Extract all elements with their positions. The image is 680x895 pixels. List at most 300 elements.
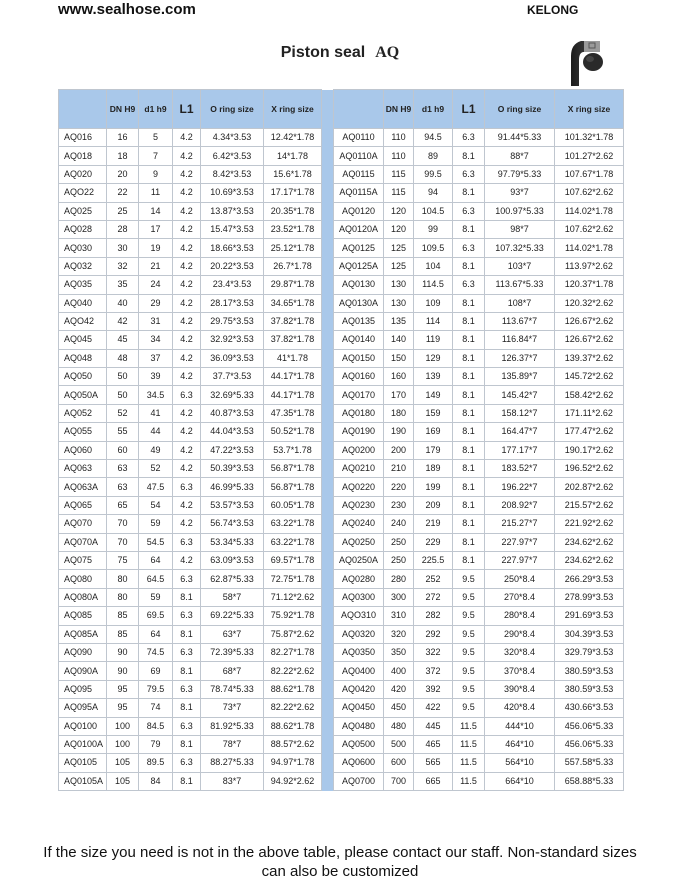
left-model-code: AQ035 — [59, 276, 107, 294]
right-l1-value: 6.3 — [453, 202, 485, 220]
left-o-ring-size: 47.22*3.53 — [201, 441, 264, 459]
right-l1-value: 9.5 — [453, 662, 485, 680]
table-row — [59, 331, 624, 349]
column-divider — [322, 294, 334, 312]
left-d1-value: 47.5 — [139, 478, 173, 496]
left-l1-value: 4.2 — [173, 404, 201, 422]
left-d1-value: 52 — [139, 460, 173, 478]
left-x-ring-size: 88.62*1.78 — [264, 717, 322, 735]
left-model-code: AQ063 — [59, 460, 107, 478]
left-l1-value: 4.2 — [173, 349, 201, 367]
left-dn-value: 42 — [107, 312, 139, 330]
left-l1-value: 6.3 — [173, 570, 201, 588]
right-x-ring-size: 234.62*2.62 — [555, 551, 624, 569]
left-o-ring-size: 32.69*5.33 — [201, 386, 264, 404]
right-o-ring-size: 196.22*7 — [485, 478, 555, 496]
right-model-code: AQ0125A — [334, 257, 384, 275]
right-o-ring-size: 100.97*5.33 — [485, 202, 555, 220]
column-divider — [322, 533, 334, 551]
table-row — [59, 699, 624, 717]
right-o-ring-size: 116.84*7 — [485, 331, 555, 349]
right-dn-value: 190 — [384, 423, 414, 441]
right-dn-value: 110 — [384, 129, 414, 147]
left-dn-value: 100 — [107, 717, 139, 735]
left-o-ring-size: 68*7 — [201, 662, 264, 680]
column-divider — [322, 551, 334, 569]
left-o-ring-size: 44.04*3.53 — [201, 423, 264, 441]
left-x-ring-size: 37.82*1.78 — [264, 312, 322, 330]
left-model-code: AQ063A — [59, 478, 107, 496]
column-divider — [322, 625, 334, 643]
right-l1-value: 8.1 — [453, 441, 485, 459]
left-x-ring-size: 50.52*1.78 — [264, 423, 322, 441]
right-model-code: AQ0300 — [334, 588, 384, 606]
right-model-code: AQ0125 — [334, 239, 384, 257]
left-x-ring-size: 63.22*1.78 — [264, 515, 322, 533]
left-d1-value: 79.5 — [139, 680, 173, 698]
left-d1-value: 24 — [139, 276, 173, 294]
left-model-code: AQ0105 — [59, 754, 107, 772]
right-model-code: AQ0350 — [334, 643, 384, 661]
right-model-code: AQ0180 — [334, 404, 384, 422]
table-row — [59, 735, 624, 753]
left-dn-value: 65 — [107, 496, 139, 514]
left-x-ring-size: 26.7*1.78 — [264, 257, 322, 275]
right-x-ring-size: 101.32*1.78 — [555, 129, 624, 147]
column-divider — [322, 607, 334, 625]
right-dn-value: 120 — [384, 202, 414, 220]
left-dn-value: 95 — [107, 699, 139, 717]
right-model-code: AQ0135 — [334, 312, 384, 330]
right-d1-value: 119 — [414, 331, 453, 349]
right-l1-value: 6.3 — [453, 276, 485, 294]
right-o-ring-size: 93*7 — [485, 184, 555, 202]
left-model-code: AQ020 — [59, 165, 107, 183]
right-x-ring-size: 278.99*3.53 — [555, 588, 624, 606]
right-dn-value: 170 — [384, 386, 414, 404]
right-model-code: AQ0480 — [334, 717, 384, 735]
table-row — [59, 404, 624, 422]
right-dn-value: 600 — [384, 754, 414, 772]
left-x-ring-size: 94.92*2.62 — [264, 772, 322, 790]
left-o-ring-size: 56.74*3.53 — [201, 515, 264, 533]
left-d1-value: 74 — [139, 699, 173, 717]
left-l1-value: 6.3 — [173, 680, 201, 698]
right-d1-value: 665 — [414, 772, 453, 790]
right-d1-value: 129 — [414, 349, 453, 367]
left-o-ring-size: 29.75*3.53 — [201, 312, 264, 330]
left-o-ring-size: 63.09*3.53 — [201, 551, 264, 569]
left-dn-value: 105 — [107, 772, 139, 790]
left-model-code: AQ048 — [59, 349, 107, 367]
right-dn-value: 310 — [384, 607, 414, 625]
left-model-code: AQ080A — [59, 588, 107, 606]
left-x-ring-size: 71.12*2.62 — [264, 588, 322, 606]
left-l1-value: 8.1 — [173, 625, 201, 643]
column-divider — [322, 662, 334, 680]
right-model-code: AQ0210 — [334, 460, 384, 478]
right-dn-value: 320 — [384, 625, 414, 643]
left-d1-value: 59 — [139, 588, 173, 606]
left-o-ring-size: 32.92*3.53 — [201, 331, 264, 349]
right-l1-value: 8.1 — [453, 386, 485, 404]
right-o-ring-size: 145.42*7 — [485, 386, 555, 404]
right-d1-value: 272 — [414, 588, 453, 606]
right-d1-value: 149 — [414, 386, 453, 404]
right-model-code: AQ0280 — [334, 570, 384, 588]
left-l1-value: 4.2 — [173, 202, 201, 220]
right-dn-value: 150 — [384, 349, 414, 367]
right-l1-value: 6.3 — [453, 165, 485, 183]
right-dn-value: 180 — [384, 404, 414, 422]
left-dn-value: 32 — [107, 257, 139, 275]
right-dn-value: 700 — [384, 772, 414, 790]
left-d1-value: 89.5 — [139, 754, 173, 772]
table-row — [59, 680, 624, 698]
left-model-code: AQ040 — [59, 294, 107, 312]
left-d1-value: 64 — [139, 625, 173, 643]
right-x-ring-size: 430.66*3.53 — [555, 699, 624, 717]
right-l1-value: 8.1 — [453, 423, 485, 441]
right-x-ring-size: 113.97*2.62 — [555, 257, 624, 275]
right-model-code: AQ0200 — [334, 441, 384, 459]
right-l1-value: 8.1 — [453, 257, 485, 275]
right-model-code: AQ0150 — [334, 349, 384, 367]
right-dn-value: 500 — [384, 735, 414, 753]
right-l1-value: 8.1 — [453, 404, 485, 422]
right-d1-value: 219 — [414, 515, 453, 533]
column-divider — [322, 184, 334, 202]
right-l1-value: 9.5 — [453, 699, 485, 717]
right-x-ring-size: 114.02*1.78 — [555, 202, 624, 220]
left-x-ring-size: 17.17*1.78 — [264, 184, 322, 202]
left-o-ring-size: 53.34*5.33 — [201, 533, 264, 551]
right-x-ring-size: 196.52*2.62 — [555, 460, 624, 478]
left-d1-value: 44 — [139, 423, 173, 441]
left-model-code: AQO42 — [59, 312, 107, 330]
title-text: Piston seal — [280, 44, 366, 61]
left-d1-value: 49 — [139, 441, 173, 459]
seal-profile-icon — [565, 38, 611, 88]
left-x-ring-size: 82.27*1.78 — [264, 643, 322, 661]
column-divider — [322, 423, 334, 441]
left-l1-value: 8.1 — [173, 735, 201, 753]
left-l1-value: 6.3 — [173, 754, 201, 772]
table-row — [59, 294, 624, 312]
left-x-ring-size: 88.57*2.62 — [264, 735, 322, 753]
left-x-ring-size: 69.57*1.78 — [264, 551, 322, 569]
column-divider — [322, 570, 334, 588]
right-x-ring-size: 126.67*2.62 — [555, 331, 624, 349]
left-dn-value: 16 — [107, 129, 139, 147]
right-dn-value: 480 — [384, 717, 414, 735]
left-l1-value: 4.2 — [173, 184, 201, 202]
table-row — [59, 184, 624, 202]
right-o-ring-size: 103*7 — [485, 257, 555, 275]
column-divider — [322, 349, 334, 367]
left-dn-value: 85 — [107, 607, 139, 625]
left-model-code: AQ016 — [59, 129, 107, 147]
column-divider — [322, 220, 334, 238]
left-o-ring-size: 13.87*3.53 — [201, 202, 264, 220]
table-row — [59, 515, 624, 533]
right-d1-value: 94 — [414, 184, 453, 202]
right-x-ring-size: 158.42*2.62 — [555, 386, 624, 404]
right-l1-value: 11.5 — [453, 754, 485, 772]
left-x-ring-size: 47.35*1.78 — [264, 404, 322, 422]
right-d1-value: 372 — [414, 662, 453, 680]
right-model-code: AQO310 — [334, 607, 384, 625]
left-o-ring-size: 78*7 — [201, 735, 264, 753]
right-d1-value: 465 — [414, 735, 453, 753]
right-o-ring-size: 135.89*7 — [485, 368, 555, 386]
table-row — [59, 220, 624, 238]
right-model-code: AQ0250 — [334, 533, 384, 551]
right-x-ring-size: 126.67*2.62 — [555, 312, 624, 330]
left-l1-value: 4.2 — [173, 368, 201, 386]
right-x-ring-size: 658.88*5.33 — [555, 772, 624, 790]
left-d1-value: 11 — [139, 184, 173, 202]
right-o-ring-size: 126.37*7 — [485, 349, 555, 367]
table-row — [59, 496, 624, 514]
left-d1-value: 31 — [139, 312, 173, 330]
table-row — [59, 717, 624, 735]
right-o-ring-size: 215.27*7 — [485, 515, 555, 533]
right-o-ring-size: 420*8.4 — [485, 699, 555, 717]
left-d1-value: 7 — [139, 147, 173, 165]
right-x-ring-size: 107.62*2.62 — [555, 184, 624, 202]
table-row — [59, 478, 624, 496]
table-row — [59, 165, 624, 183]
left-d1-value: 5 — [139, 129, 173, 147]
left-model-code: AQ032 — [59, 257, 107, 275]
right-o-ring-size: 97.79*5.33 — [485, 165, 555, 183]
left-d1-value: 9 — [139, 165, 173, 183]
left-d1-value: 21 — [139, 257, 173, 275]
left-x-ring-size: 56.87*1.78 — [264, 478, 322, 496]
left-model-code: AQ052 — [59, 404, 107, 422]
left-l1-value: 6.3 — [173, 643, 201, 661]
header-o-ring: O ring size — [201, 90, 264, 129]
left-l1-value: 8.1 — [173, 662, 201, 680]
right-dn-value: 115 — [384, 165, 414, 183]
right-model-code: AQ0700 — [334, 772, 384, 790]
left-model-code: AQ075 — [59, 551, 107, 569]
table-row — [59, 423, 624, 441]
left-dn-value: 50 — [107, 368, 139, 386]
left-l1-value: 4.2 — [173, 276, 201, 294]
left-l1-value: 4.2 — [173, 423, 201, 441]
right-d1-value: 252 — [414, 570, 453, 588]
left-dn-value: 80 — [107, 570, 139, 588]
right-o-ring-size: 664*10 — [485, 772, 555, 790]
right-dn-value: 140 — [384, 331, 414, 349]
left-l1-value: 4.2 — [173, 441, 201, 459]
column-divider — [322, 717, 334, 735]
right-model-code: AQ0130 — [334, 276, 384, 294]
table-row — [59, 368, 624, 386]
left-d1-value: 84.5 — [139, 717, 173, 735]
left-o-ring-size: 10.69*3.53 — [201, 184, 264, 202]
column-divider — [322, 643, 334, 661]
header-dn: DN H9 — [107, 90, 139, 129]
right-dn-value: 250 — [384, 533, 414, 551]
left-dn-value: 30 — [107, 239, 139, 257]
right-o-ring-size: 88*7 — [485, 147, 555, 165]
right-dn-value: 110 — [384, 147, 414, 165]
right-l1-value: 11.5 — [453, 735, 485, 753]
right-dn-value: 230 — [384, 496, 414, 514]
left-o-ring-size: 58*7 — [201, 588, 264, 606]
right-x-ring-size: 221.92*2.62 — [555, 515, 624, 533]
series-code: AQ — [375, 44, 400, 61]
table-row — [59, 460, 624, 478]
right-dn-value: 135 — [384, 312, 414, 330]
right-o-ring-size: 158.12*7 — [485, 404, 555, 422]
left-d1-value: 17 — [139, 220, 173, 238]
left-o-ring-size: 4.34*3.53 — [201, 129, 264, 147]
column-divider — [322, 404, 334, 422]
left-dn-value: 20 — [107, 165, 139, 183]
left-x-ring-size: 14*1.78 — [264, 147, 322, 165]
right-model-code: AQ0140 — [334, 331, 384, 349]
piston-seal-size-table — [58, 89, 624, 791]
table-row — [59, 129, 624, 147]
right-model-code: AQ0500 — [334, 735, 384, 753]
column-divider — [322, 496, 334, 514]
right-d1-value: 292 — [414, 625, 453, 643]
table-row — [59, 754, 624, 772]
right-x-ring-size: 456.06*5.33 — [555, 735, 624, 753]
left-x-ring-size: 25.12*1.78 — [264, 239, 322, 257]
right-o-ring-size: 98*7 — [485, 220, 555, 238]
right-x-ring-size: 107.67*1.78 — [555, 165, 624, 183]
left-o-ring-size: 63*7 — [201, 625, 264, 643]
left-x-ring-size: 88.62*1.78 — [264, 680, 322, 698]
right-x-ring-size: 291.69*3.53 — [555, 607, 624, 625]
column-divider — [322, 441, 334, 459]
left-model-code: AQ095A — [59, 699, 107, 717]
column-divider — [322, 147, 334, 165]
brand-name: KELONG — [527, 3, 579, 17]
column-divider — [322, 129, 334, 147]
left-o-ring-size: 20.22*3.53 — [201, 257, 264, 275]
right-dn-value: 400 — [384, 662, 414, 680]
left-x-ring-size: 75.87*2.62 — [264, 625, 322, 643]
table-row — [59, 607, 624, 625]
left-x-ring-size: 60.05*1.78 — [264, 496, 322, 514]
right-o-ring-size: 177.17*7 — [485, 441, 555, 459]
left-d1-value: 54 — [139, 496, 173, 514]
left-x-ring-size: 53.7*1.78 — [264, 441, 322, 459]
left-d1-value: 14 — [139, 202, 173, 220]
right-o-ring-size: 564*10 — [485, 754, 555, 772]
left-o-ring-size: 8.42*3.53 — [201, 165, 264, 183]
right-model-code: AQ0240 — [334, 515, 384, 533]
left-l1-value: 4.2 — [173, 129, 201, 147]
right-l1-value: 9.5 — [453, 570, 485, 588]
left-x-ring-size: 82.22*2.62 — [264, 662, 322, 680]
left-d1-value: 29 — [139, 294, 173, 312]
left-d1-value: 84 — [139, 772, 173, 790]
column-divider — [322, 239, 334, 257]
left-dn-value: 90 — [107, 643, 139, 661]
right-l1-value: 8.1 — [453, 515, 485, 533]
left-o-ring-size: 78.74*5.33 — [201, 680, 264, 698]
right-x-ring-size: 177.47*2.62 — [555, 423, 624, 441]
left-o-ring-size: 36.09*3.53 — [201, 349, 264, 367]
column-divider — [322, 165, 334, 183]
right-model-code: AQ0400 — [334, 662, 384, 680]
left-l1-value: 6.3 — [173, 607, 201, 625]
right-l1-value: 9.5 — [453, 680, 485, 698]
right-model-code: AQ0190 — [334, 423, 384, 441]
right-x-ring-size: 107.62*2.62 — [555, 220, 624, 238]
left-dn-value: 48 — [107, 349, 139, 367]
left-model-code: AQ090A — [59, 662, 107, 680]
right-dn-value: 420 — [384, 680, 414, 698]
left-d1-value: 34.5 — [139, 386, 173, 404]
right-l1-value: 8.1 — [453, 551, 485, 569]
right-o-ring-size: 183.52*7 — [485, 460, 555, 478]
left-x-ring-size: 56.87*1.78 — [264, 460, 322, 478]
right-dn-value: 125 — [384, 239, 414, 257]
left-l1-value: 4.2 — [173, 257, 201, 275]
right-x-ring-size: 456.06*5.33 — [555, 717, 624, 735]
right-d1-value: 225.5 — [414, 551, 453, 569]
right-l1-value: 8.1 — [453, 312, 485, 330]
column-divider — [322, 460, 334, 478]
left-dn-value: 45 — [107, 331, 139, 349]
left-l1-value: 4.2 — [173, 460, 201, 478]
table-row — [59, 662, 624, 680]
right-o-ring-size: 227.97*7 — [485, 551, 555, 569]
right-x-ring-size: 139.37*2.62 — [555, 349, 624, 367]
right-d1-value: 445 — [414, 717, 453, 735]
header-d1: d1 h9 — [414, 90, 453, 129]
left-o-ring-size: 37.7*3.53 — [201, 368, 264, 386]
left-x-ring-size: 94.97*1.78 — [264, 754, 322, 772]
left-o-ring-size: 62.87*5.33 — [201, 570, 264, 588]
table-row — [59, 643, 624, 661]
right-model-code: AQ0120A — [334, 220, 384, 238]
table-row — [59, 533, 624, 551]
left-model-code: AQ028 — [59, 220, 107, 238]
left-l1-value: 4.2 — [173, 294, 201, 312]
left-model-code: AQ0100A — [59, 735, 107, 753]
left-l1-value: 8.1 — [173, 699, 201, 717]
right-model-code: AQ0170 — [334, 386, 384, 404]
left-dn-value: 75 — [107, 551, 139, 569]
header-code — [59, 90, 107, 129]
left-model-code: AQ070 — [59, 515, 107, 533]
right-d1-value: 109 — [414, 294, 453, 312]
right-d1-value: 159 — [414, 404, 453, 422]
left-d1-value: 34 — [139, 331, 173, 349]
right-d1-value: 322 — [414, 643, 453, 661]
right-l1-value: 8.1 — [453, 349, 485, 367]
right-x-ring-size: 202.87*2.62 — [555, 478, 624, 496]
left-x-ring-size: 37.82*1.78 — [264, 331, 322, 349]
right-model-code: AQ0110 — [334, 129, 384, 147]
column-divider — [322, 680, 334, 698]
header-d1: d1 h9 — [139, 90, 173, 129]
left-l1-value: 6.3 — [173, 717, 201, 735]
left-l1-value: 4.2 — [173, 165, 201, 183]
table-header-row — [59, 90, 624, 129]
left-o-ring-size: 50.39*3.53 — [201, 460, 264, 478]
left-model-code: AQ030 — [59, 239, 107, 257]
